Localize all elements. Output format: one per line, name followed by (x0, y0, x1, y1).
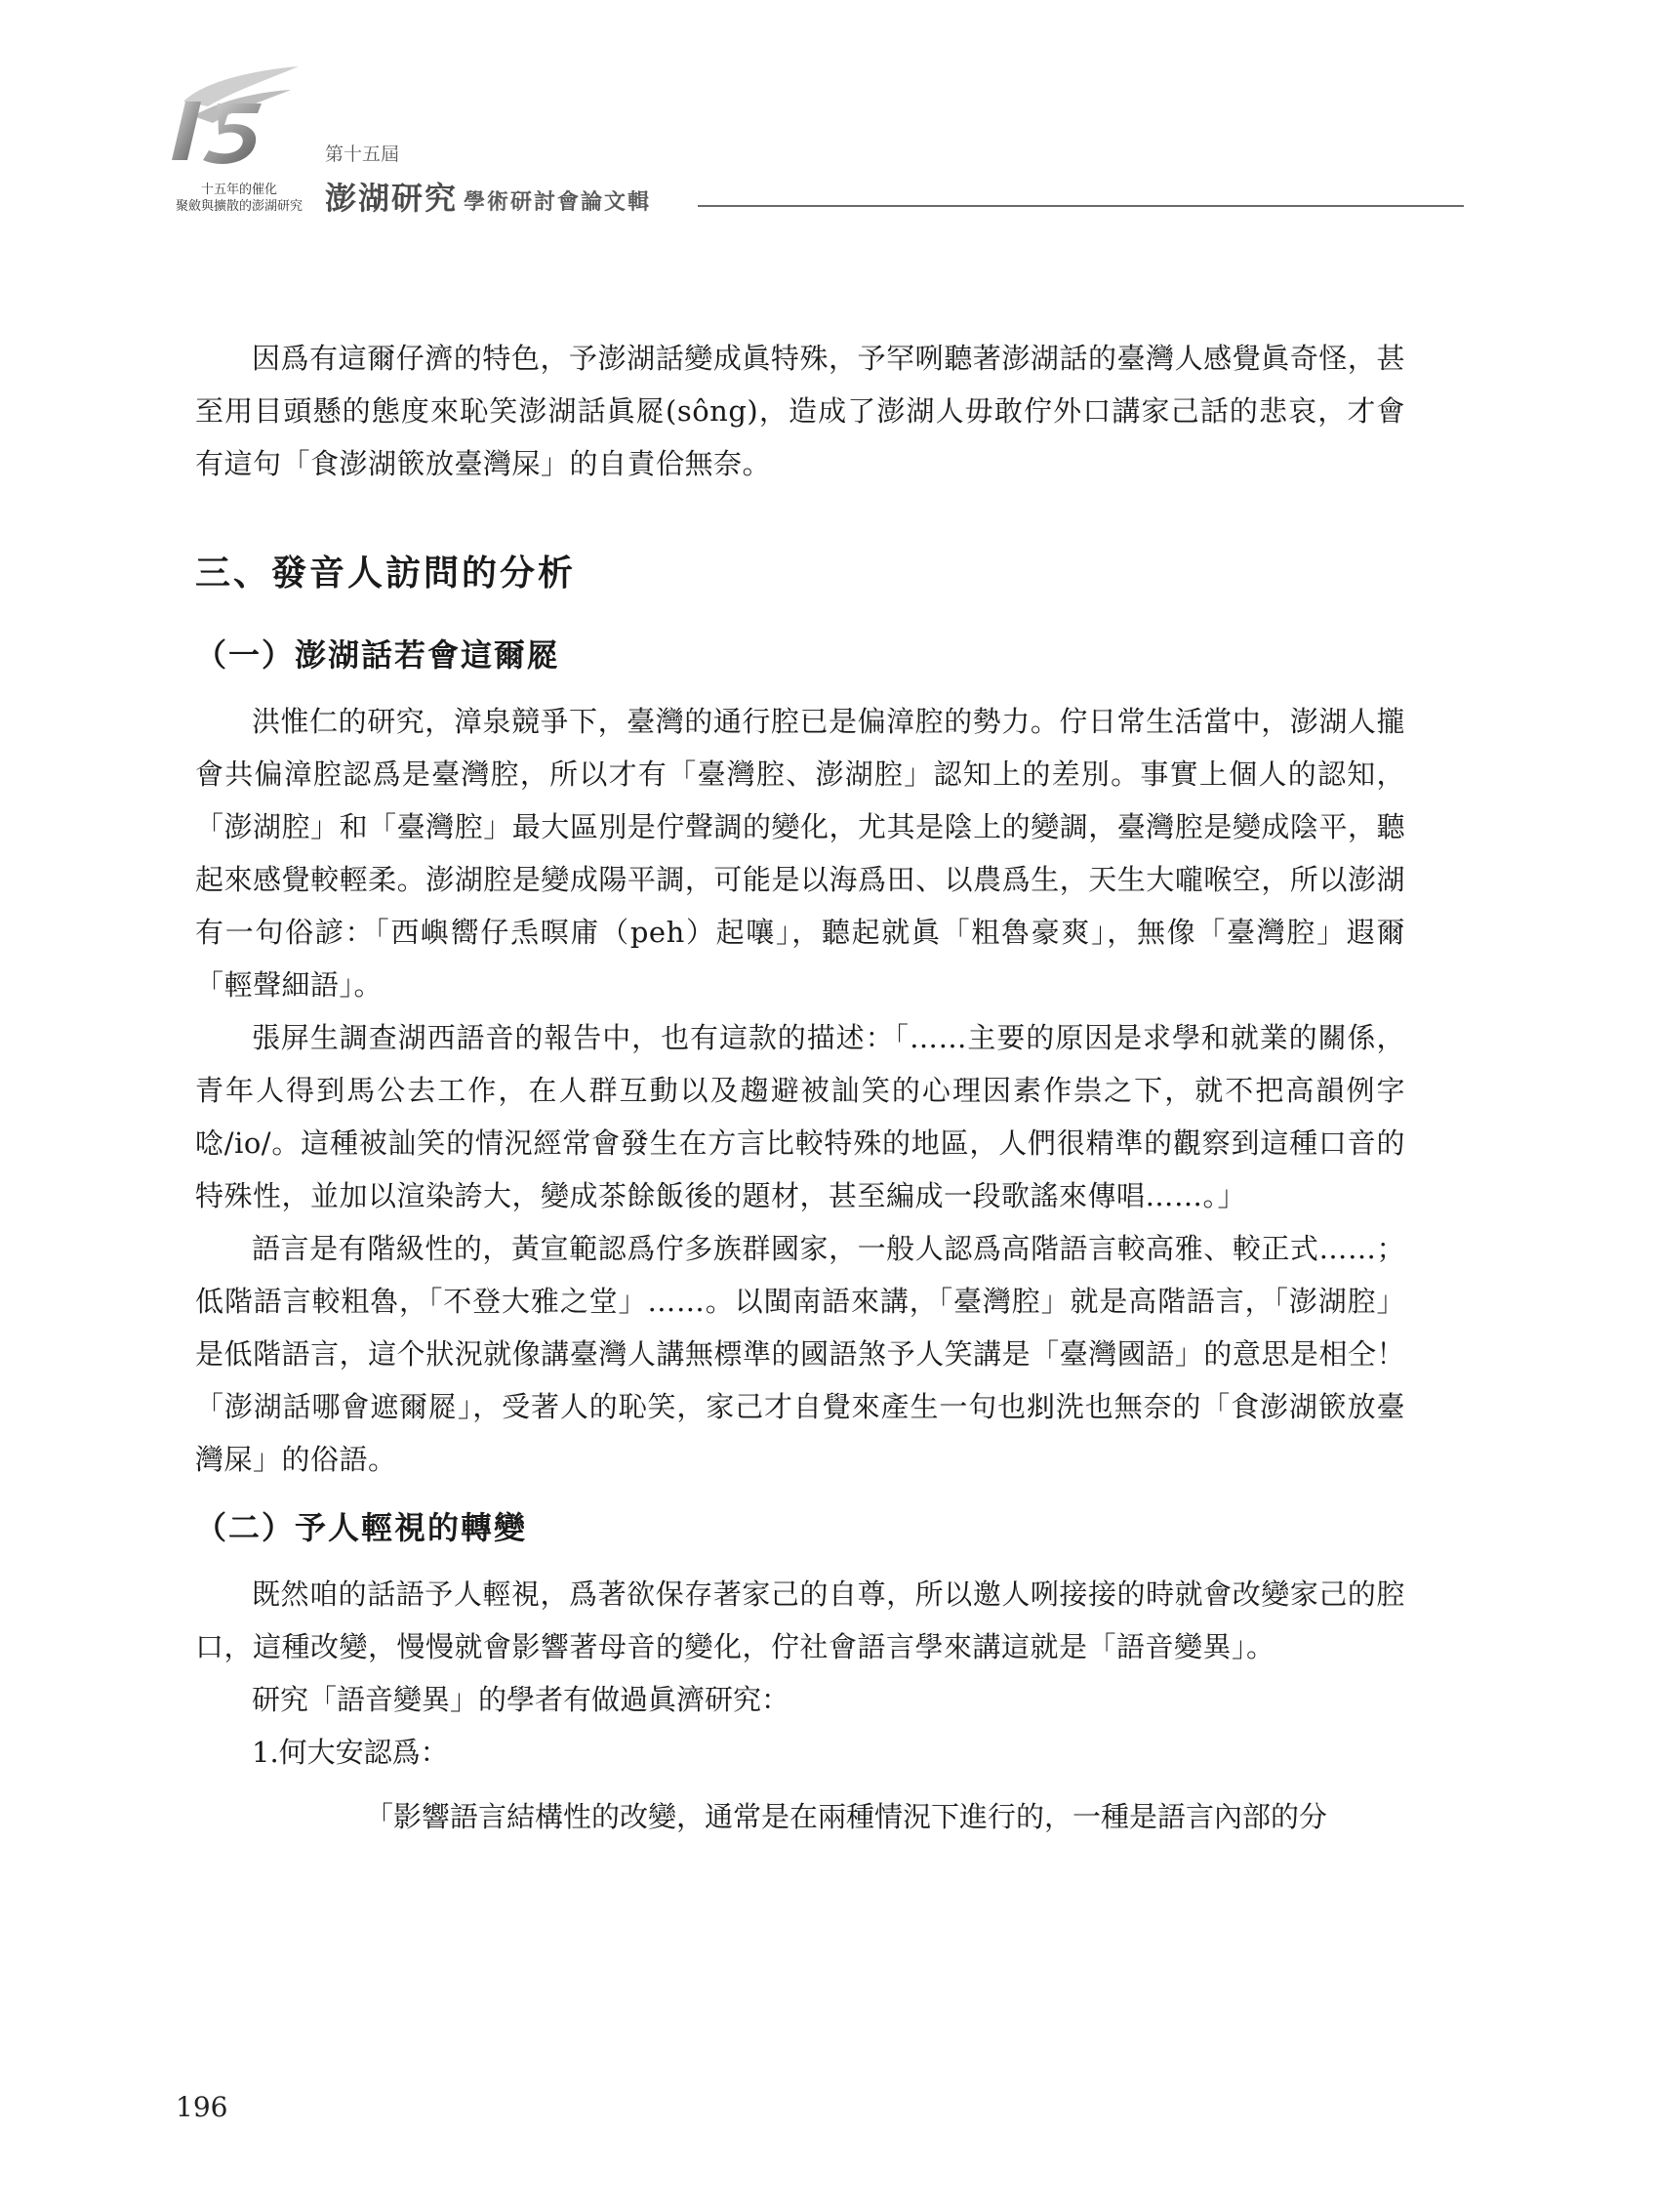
paragraph-research-intro: 研究「語音變異」的學者有做過眞濟研究： (252, 1683, 790, 1716)
page-number: 196 (176, 2091, 228, 2123)
paragraph-huang: 語言是有階級性的，黃宣範認爲佇多族群國家，一般人認爲高階語言較高雅、較正式……；低階語言較粗魯，「不登大雅之堂」……。以閩南語來講，「臺灣腔」就是高階語言，「澎湖腔」是低階語言，這个狀況就像講臺灣人講無標準的國語煞予人笑講是「臺灣國語」的意思是相仝！「澎湖話哪會遮爾㞞」，受著人的恥笑，家己才自覺來產生一句也𠛪洗也無奈的「食澎湖篏放臺灣屎」的俗語。 (195, 1232, 1405, 1476)
paragraph-variation: 既然咱的話語予人輕視，爲著欲保存著家己的自尊，所以邀人咧接接的時就會改變家己的腔口，這種改變，慢慢就會影響著母音的變化，佇社會語言學來講這就是「語音變異」。 (195, 1577, 1405, 1663)
logo-caption-line-2: 聚斂與擴散的澎湖研究 (175, 199, 303, 214)
series-badge (325, 142, 450, 169)
series-badge-text: 第十五屆 (325, 143, 400, 165)
section-heading-3: 三、發音人訪問的分析 (195, 553, 577, 594)
publication-title-main: 澎湖研究 (325, 180, 459, 217)
publication-title-sub: 學術研討會論文輯 (464, 189, 652, 215)
paragraph-hong: 洪惟仁的研究，漳泉競爭下，臺灣的通行腔已是偏漳腔的勢力。佇日常生活當中，澎湖人攏會共偏漳腔認爲是臺灣腔，所以才有「臺灣腔、澎湖腔」認知上的差別。事實上個人的認知，「澎湖腔」和「臺灣腔」最大區別是佇聲調的變化，尤其是陰上的變調，臺灣腔是變成陰平，聽起來感覺較輕柔。澎湖腔是變成陽平調，可能是以海爲田、以農爲生，天生大嚨喉空，所以澎湖有一句俗諺：「西嶼嚮仔𤆬暝庯（peh）起嚷」，聽起就眞「粗魯豪爽」，無像「臺灣腔」遐爾「輕聲細語」。 (195, 705, 1405, 1002)
article-body (195, 332, 1405, 1843)
conference-logo (156, 59, 303, 215)
paragraph-intro: 因爲有這爾仔濟的特色，予澎湖話變成眞特殊，予罕咧聽著澎湖話的臺灣人感覺眞奇怪，甚至用目頭懸的態度來恥笑澎湖話眞㞞(sông)，造成了澎湖人毋敢佇外口講家己話的悲哀，才會有這句「食澎湖篏放臺灣屎」的自責佮無奈。 (195, 342, 1405, 480)
subsection-heading-1: （一）澎湖話若會這爾㞞 (195, 636, 561, 674)
subsection-heading-2: （二）予人輕視的轉變 (195, 1509, 528, 1546)
logo-caption-line-1: 十五年的催化 (200, 183, 277, 197)
block-quote: 「影響語言結構性的改變，通常是在兩種情況下進行的，一種是語言內部的分 (365, 1800, 1328, 1833)
paragraph-zhang: 張屏生調查湖西語音的報告中，也有這款的描述：「……主要的原因是求學和就業的關係，青年人得到馬公去工作，在人群互動以及趨避被訕笑的心理因素作祟之下，就不把高韻例字唸/io/。這種被訕笑的情況經常會發生在方言比較特殊的地區，人們很精準的觀察到這種口音的特殊性，並加以渲染誇大，變成茶餘飯後的題材，甚至編成一段歌謠來傳唱……。」 (195, 1021, 1405, 1212)
15th-anniversary-logo-mark (164, 62, 301, 175)
header-divider (698, 205, 1464, 207)
list-item-1: 1.何大安認爲： (252, 1736, 449, 1769)
page-header (156, 59, 1464, 225)
publication-title (325, 174, 651, 219)
